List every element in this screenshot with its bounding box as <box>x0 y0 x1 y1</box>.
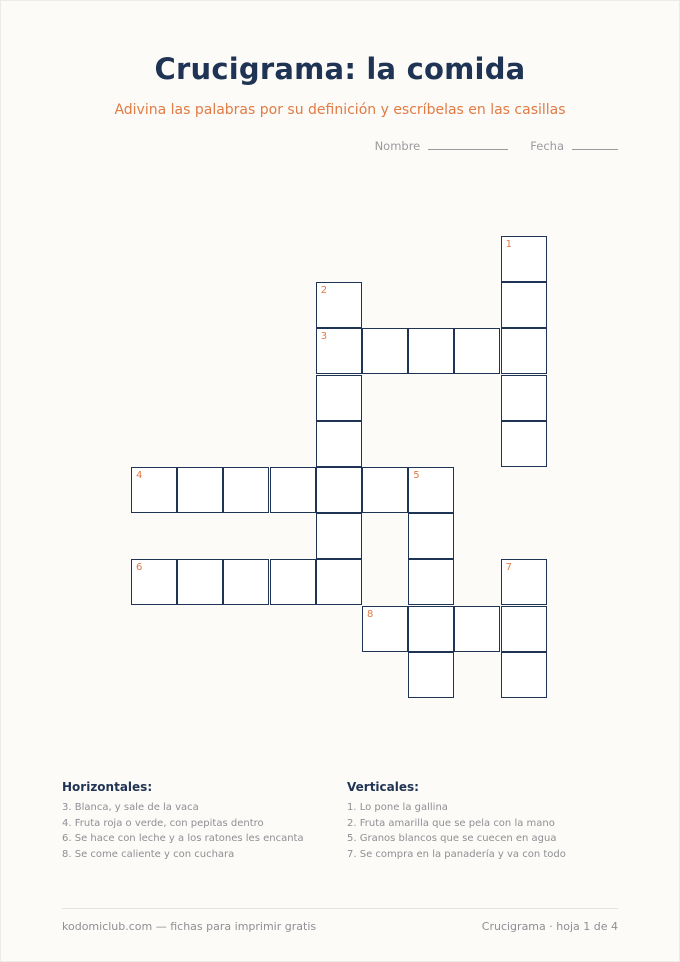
crossword-cell[interactable] <box>454 606 500 652</box>
clue-vertical-7: 7. Se compra en la panadería y va con todo <box>347 848 566 860</box>
clue-number: 6 <box>136 562 143 574</box>
crossword-cell[interactable] <box>316 513 362 559</box>
clue-horizontal-4: 4. Fruta roja o verde, con pepitas dentro <box>62 817 264 829</box>
date-field[interactable] <box>572 139 618 150</box>
crossword-cell[interactable] <box>408 652 454 698</box>
crossword-cell[interactable] <box>501 606 547 652</box>
crossword-cell[interactable] <box>501 375 547 421</box>
crossword-cell[interactable] <box>316 421 362 467</box>
crossword-cell[interactable] <box>408 467 454 513</box>
crossword-cell[interactable] <box>316 375 362 421</box>
crossword-cell[interactable] <box>316 328 362 374</box>
clue-horizontal-3: 3. Blanca, y sale de la vaca <box>62 802 199 813</box>
crossword-cell[interactable] <box>177 467 223 513</box>
crossword-cell[interactable] <box>408 328 454 374</box>
clue-number: 4 <box>136 470 143 481</box>
crossword-cell[interactable] <box>223 467 269 513</box>
name-field[interactable] <box>428 139 508 150</box>
footer-page-info: Crucigrama · hoja 1 de 4 <box>481 920 618 933</box>
vertical-clues-title: Verticales: <box>347 780 419 794</box>
crossword-cell[interactable] <box>408 559 454 605</box>
clue-number: 7 <box>505 562 512 574</box>
crossword-cell[interactable] <box>316 282 362 328</box>
crossword-cell[interactable] <box>408 513 454 559</box>
clue-vertical-5: 5. Granos blancos que se cuecen en agua <box>347 833 557 844</box>
crossword-cell[interactable] <box>501 282 547 328</box>
crossword-cell[interactable] <box>362 467 408 513</box>
page-subtitle: Adivina las palabras por su definición y escríbelas en las casillas <box>114 102 566 118</box>
crossword-cell[interactable] <box>362 606 408 652</box>
crossword-cell[interactable] <box>223 559 269 605</box>
clue-vertical-2: 2. Fruta amarilla que se pela con la mano <box>347 817 555 829</box>
crossword-cell[interactable] <box>501 236 547 282</box>
crossword-cell[interactable] <box>501 421 547 467</box>
crossword-cell[interactable] <box>408 606 454 652</box>
clue-number: 2 <box>320 285 328 297</box>
clue-number: 5 <box>413 470 420 481</box>
clue-number: 3 <box>320 331 328 343</box>
crossword-cell[interactable] <box>454 328 500 374</box>
footer-divider <box>62 908 618 909</box>
crossword-cell[interactable] <box>177 559 223 605</box>
clue-horizontal-8: 8. Se come caliente y con cuchara <box>62 848 235 860</box>
crossword-cell[interactable] <box>316 559 362 605</box>
date-label: Fecha <box>530 139 564 153</box>
crossword-cell[interactable] <box>501 559 547 605</box>
crossword-cell[interactable] <box>316 467 362 513</box>
vertical-clues <box>347 780 617 862</box>
clue-number: 8 <box>367 608 374 620</box>
clue-vertical-1: 1. Lo pone la gallina <box>347 802 448 813</box>
page-title: Crucigrama: la comida <box>154 52 526 86</box>
name-label: Nombre <box>374 139 421 153</box>
crossword-cell[interactable] <box>270 467 316 513</box>
horizontal-clues-title: Horizontales: <box>62 780 153 794</box>
crossword-cell[interactable] <box>131 467 177 513</box>
crossword-cell[interactable] <box>362 328 408 374</box>
footer-site: kodomiclub.com — fichas para imprimir gratis <box>62 920 317 933</box>
student-info <box>375 139 618 153</box>
horizontal-clues <box>62 780 322 862</box>
clue-horizontal-6: 6. Se hace con leche y a los ratones les encanta <box>62 833 304 844</box>
crossword-cell[interactable] <box>501 328 547 374</box>
crossword-cell[interactable] <box>270 559 316 605</box>
crossword-cell[interactable] <box>501 652 547 698</box>
crossword-cell[interactable] <box>131 559 177 605</box>
clue-number: 1 <box>505 239 512 250</box>
